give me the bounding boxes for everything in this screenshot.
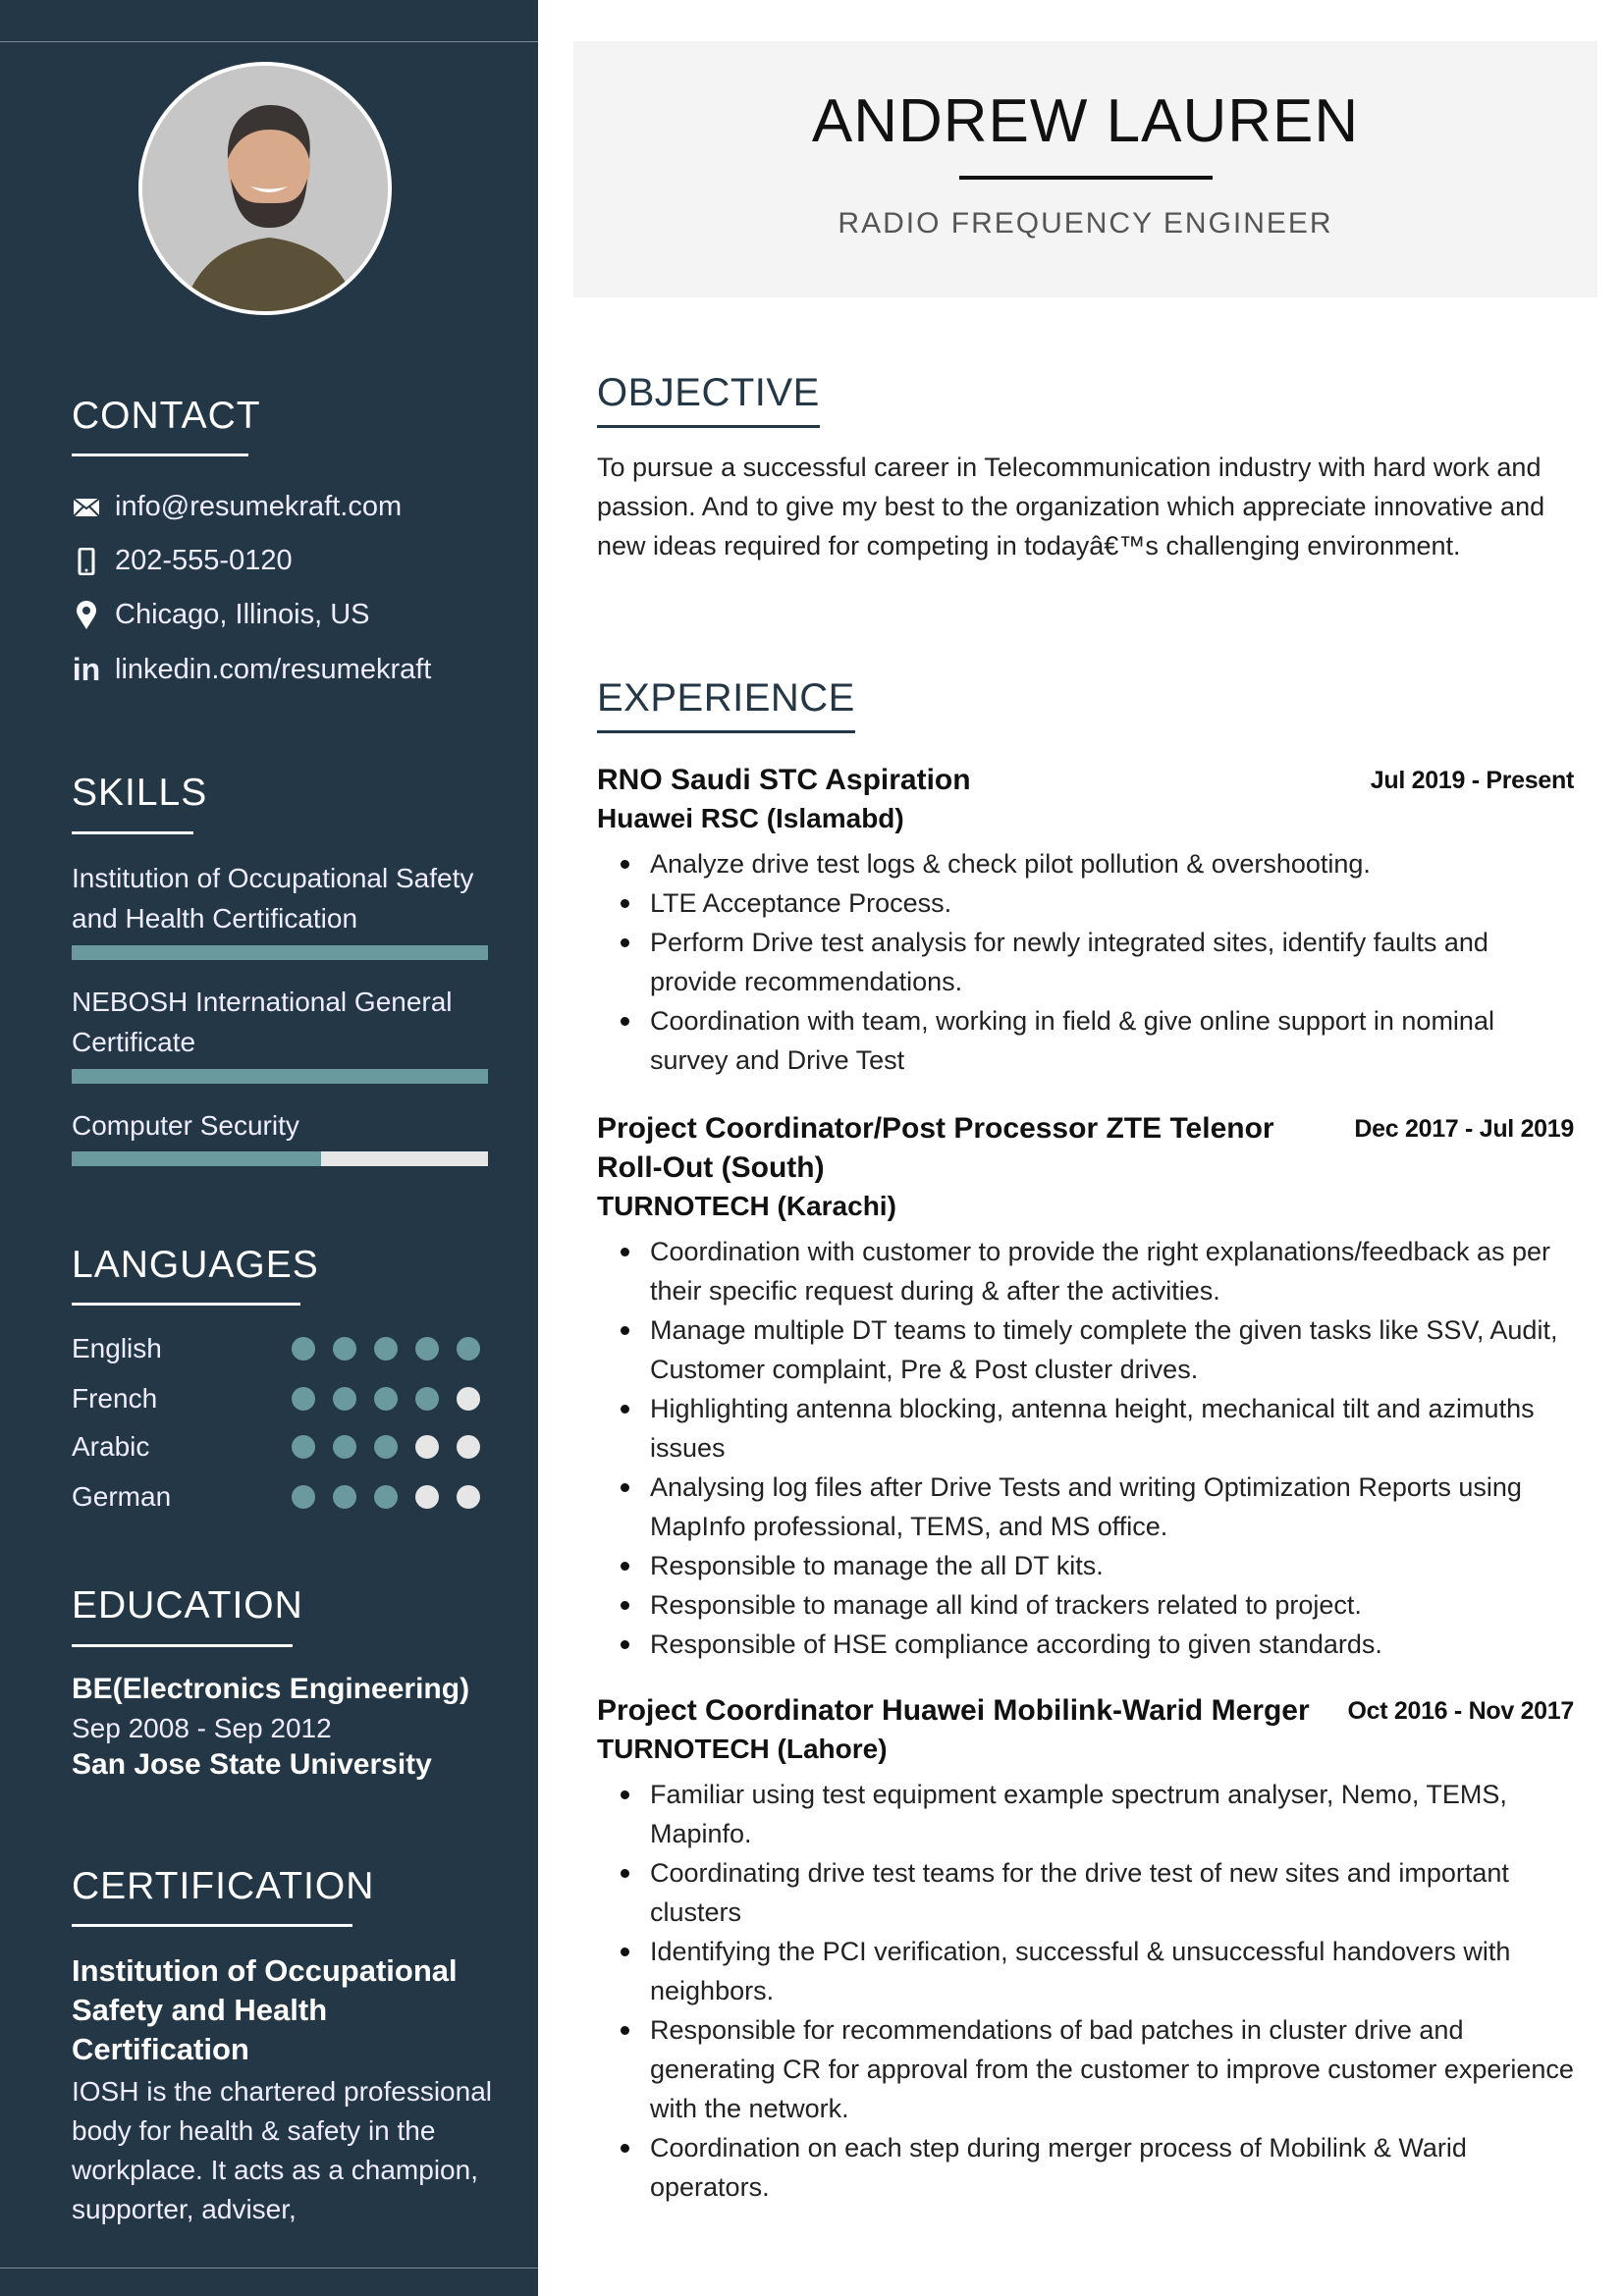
- education-dates: Sep 2008 - Sep 2012: [72, 1713, 332, 1743]
- language-rating: [292, 1485, 480, 1509]
- experience-bullet: Responsible to manage all kind of trackers related to project.: [597, 1585, 1574, 1625]
- skill-bar-fill: [72, 945, 488, 960]
- education-degree: BE(Electronics Engineering): [72, 1673, 470, 1705]
- education-school: San Jose State University: [72, 1748, 432, 1781]
- objective-section: [597, 371, 1574, 565]
- experience-entry: [597, 761, 1574, 1080]
- linkedin-icon: in: [72, 652, 101, 687]
- rating-dot: [374, 1387, 398, 1411]
- contact-linkedin[interactable]: [72, 652, 431, 688]
- heading-underline: [72, 1303, 300, 1306]
- experience-bullet: Familiar using test equipment example spectrum analyser, Nemo, TEMS, Mapinfo.: [597, 1775, 1574, 1853]
- heading-underline: [72, 831, 193, 834]
- experience-bullet: Coordinating drive test teams for the drive test of new sites and important clusters: [597, 1853, 1574, 1932]
- header: [573, 41, 1597, 297]
- contact-location-text: Chicago, Illinois, US: [115, 599, 370, 630]
- job-role: RNO Saudi STC Aspiration: [597, 764, 971, 796]
- rating-dot: [333, 1435, 356, 1459]
- skills-heading: SKILLS: [72, 772, 208, 814]
- job-company: Huawei RSC (Islamabd): [597, 803, 904, 833]
- heading-underline: [72, 454, 248, 456]
- certification-description: IOSH is the chartered professional body for health & safety in the workplace. It acts as a champion, supporter, adviser,: [72, 2076, 492, 2224]
- sidebar: [0, 0, 538, 2296]
- rating-dot: [457, 1485, 480, 1509]
- certification-title: Institution of Occupational Safety and Health Certification: [72, 1953, 458, 2066]
- education-heading: EDUCATION: [72, 1584, 303, 1627]
- job-role: Project Coordinator/Post Processor ZTE Telenor Roll-Out (South): [597, 1112, 1274, 1184]
- candidate-name: ANDREW LAUREN: [811, 87, 1360, 155]
- language-row: [72, 1477, 494, 1517]
- name-underline: [959, 176, 1213, 180]
- language-name: French: [72, 1383, 158, 1414]
- skill-bar: [72, 1069, 488, 1084]
- divider: [0, 41, 538, 42]
- rating-dot: [374, 1485, 398, 1509]
- contact-linkedin-text: linkedin.com/resumekraft: [115, 654, 432, 685]
- language-name: German: [72, 1481, 172, 1512]
- contact-email[interactable]: [72, 491, 402, 523]
- rating-dot: [374, 1337, 398, 1361]
- rating-dot: [292, 1337, 315, 1361]
- rating-dot: [292, 1387, 315, 1411]
- experience-heading-wrap: [597, 676, 1574, 733]
- rating-dot: [292, 1485, 315, 1509]
- experience-bullet: LTE Acceptance Process.: [597, 883, 1574, 923]
- location-pin-icon: [72, 601, 101, 630]
- experience-entry: [597, 1109, 1574, 1664]
- divider: [0, 2268, 538, 2269]
- languages-heading: LANGUAGES: [72, 1244, 319, 1286]
- contact-phone[interactable]: [72, 545, 293, 577]
- rating-dot: [333, 1485, 356, 1509]
- experience-bullet: Highlighting antenna blocking, antenna height, mechanical tilt and azimuths issues: [597, 1389, 1574, 1468]
- rating-dot: [333, 1387, 356, 1411]
- rating-dot: [457, 1387, 480, 1411]
- language-row: [72, 1427, 494, 1467]
- experience-entry: [597, 1691, 1574, 2207]
- rating-dot: [415, 1387, 439, 1411]
- language-name: English: [72, 1333, 162, 1363]
- contact-phone-text: 202-555-0120: [115, 545, 293, 576]
- heading-underline: [72, 1924, 352, 1927]
- skill-name: NEBOSH International General Certificate: [72, 987, 453, 1057]
- objective-heading: OBJECTIVE: [597, 371, 820, 428]
- job-dates: Oct 2016 - Nov 2017: [1347, 1697, 1574, 1725]
- job-dates: Jul 2019 - Present: [1370, 767, 1574, 794]
- experience-bullet: Analyze drive test logs & check pilot pollution & overshooting.: [597, 844, 1574, 883]
- contact-email-text: info@resumekraft.com: [115, 491, 403, 522]
- experience-bullet: Identifying the PCI verification, successful & unsuccessful handovers with neighbors.: [597, 1932, 1574, 2010]
- skill-name: Computer Security: [72, 1110, 299, 1141]
- rating-dot: [333, 1337, 356, 1361]
- phone-icon: [72, 548, 101, 575]
- experience-bullet: Coordination with team, working in field & give online support in nominal survey and Drive Test: [597, 1001, 1574, 1080]
- language-rating: [292, 1435, 480, 1459]
- experience-bullet: Responsible to manage the all DT kits.: [597, 1546, 1574, 1585]
- experience-bullet: Coordination on each step during merger process of Mobilink & Warid operators.: [597, 2128, 1574, 2207]
- experience-bullet: Responsible of HSE compliance according to given standards.: [597, 1625, 1574, 1664]
- experience-bullet: Coordination with customer to provide the right explanations/feedback as per their specific request during & after the activities.: [597, 1232, 1574, 1310]
- job-role: Project Coordinator Huawei Mobilink-Warid Merger: [597, 1694, 1310, 1727]
- certification-heading: CERTIFICATION: [72, 1865, 375, 1907]
- job-title: RADIO FREQUENCY ENGINEER: [838, 207, 1333, 240]
- job-dates: Dec 2017 - Jul 2019: [1354, 1115, 1574, 1143]
- experience-bullet: Responsible for recommendations of bad patches in cluster drive and generating CR for approval from the customer to improve customer experience with the network.: [597, 2010, 1574, 2128]
- experience-heading: EXPERIENCE: [597, 676, 855, 733]
- rating-dot: [415, 1485, 439, 1509]
- rating-dot: [374, 1435, 398, 1459]
- experience-bullet: Perform Drive test analysis for newly integrated sites, identify faults and provide recommendations.: [597, 923, 1574, 1001]
- language-row: [72, 1329, 494, 1368]
- skill-bar-fill: [72, 1151, 321, 1166]
- contact-location: [72, 599, 370, 631]
- rating-dot: [292, 1435, 315, 1459]
- skill-bar: [72, 945, 488, 960]
- job-bullets: [597, 1775, 1574, 2207]
- language-row: [72, 1379, 494, 1418]
- profile-photo: [138, 62, 392, 315]
- language-rating: [292, 1337, 480, 1361]
- job-bullets: [597, 844, 1574, 1080]
- contact-heading: CONTACT: [72, 395, 261, 437]
- heading-underline: [72, 1644, 293, 1647]
- skill-bar-fill: [72, 1069, 488, 1084]
- language-name: Arabic: [72, 1431, 150, 1462]
- experience-bullet: Analysing log files after Drive Tests and writing Optimization Reports using MapInfo professional, TEMS, and MS office.: [597, 1468, 1574, 1546]
- experience-bullet: Manage multiple DT teams to timely complete the given tasks like SSV, Audit, Customer complaint, Pre & Post cluster drives.: [597, 1310, 1574, 1389]
- job-bullets: [597, 1232, 1574, 1664]
- rating-dot: [457, 1337, 480, 1361]
- envelope-icon: [72, 498, 101, 517]
- language-rating: [292, 1387, 480, 1411]
- job-company: TURNOTECH (Karachi): [597, 1191, 896, 1221]
- rating-dot: [415, 1337, 439, 1361]
- job-company: TURNOTECH (Lahore): [597, 1734, 888, 1764]
- objective-text: To pursue a successful career in Telecommunication industry with hard work and passion. And to give my best to the organization which appreciate innovative and new ideas required for competing in todayâ€™s challenging environment.: [597, 453, 1545, 561]
- rating-dot: [457, 1435, 480, 1459]
- skill-bar: [72, 1151, 488, 1166]
- rating-dot: [415, 1435, 439, 1459]
- skill-name: Institution of Occupational Safety and Health Certification: [72, 863, 474, 934]
